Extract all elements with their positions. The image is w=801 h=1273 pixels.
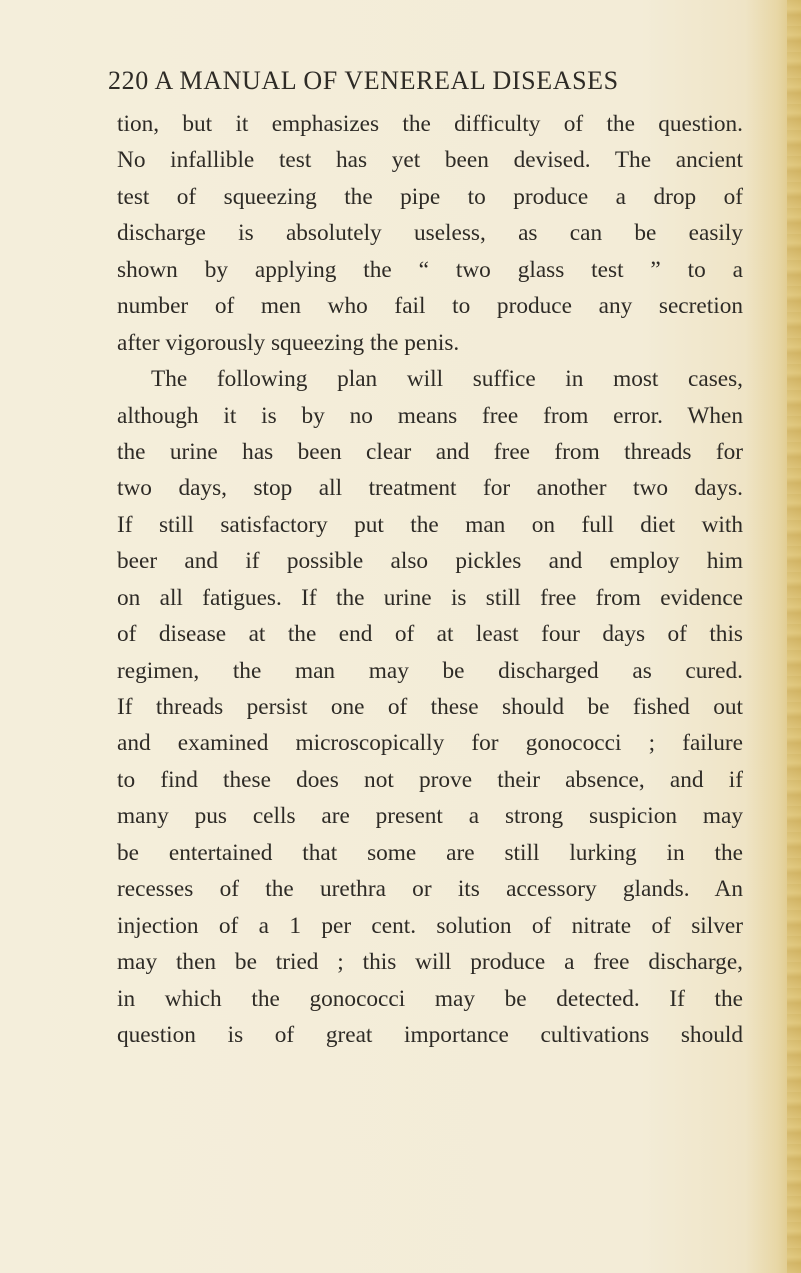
- text-line: in which the gonococci may be detected. If the: [117, 985, 743, 1012]
- text-line: after vigorously squeezing the penis.: [117, 329, 460, 356]
- text-line: of disease at the end of at least four days of this: [117, 621, 743, 648]
- text-line: the urine has been clear and free from threads for: [117, 438, 743, 465]
- text-line: two days, stop all treatment for another two days.: [117, 475, 743, 502]
- text-line: many pus cells are present a strong suspicion may: [117, 803, 743, 830]
- text-line: recesses of the urethra or its accessory glands. An: [117, 876, 743, 903]
- text-line: may then be tried ; this will produce a free discharge,: [117, 949, 743, 976]
- text-line: to find these does not prove their absence, and if: [117, 766, 743, 793]
- text-line: beer and if possible also pickles and employ him: [117, 548, 743, 575]
- text-line: shown by applying the “ two glass test ” to a: [117, 256, 743, 283]
- text-line: regimen, the man may be discharged as cured.: [117, 657, 743, 684]
- running-head: 220 A MANUAL OF VENEREAL DISEASES: [108, 66, 619, 95]
- text-line: If still satisfactory put the man on full diet with: [117, 511, 743, 538]
- text-line: although it is by no means free from error. When: [117, 402, 743, 429]
- text-line: and examined microscopically for gonococci ; failure: [117, 730, 743, 757]
- text-line: be entertained that some are still lurking in the: [117, 839, 743, 866]
- text-line: The following plan will suffice in most cases,: [151, 366, 743, 393]
- text-line: discharge is absolutely useless, as can be easily: [117, 220, 743, 247]
- text-line: No infallible test has yet been devised. The ancient: [117, 147, 743, 174]
- text-line: tion, but it emphasizes the difficulty of the question.: [117, 111, 743, 137]
- text-line: injection of a 1 per cent. solution of nitrate of silver: [117, 912, 743, 939]
- page-edge: [787, 0, 801, 1273]
- text-line: on all fatigues. If the urine is still free from evidence: [117, 584, 743, 611]
- text-line: number of men who fail to produce any secretion: [117, 293, 743, 320]
- text-line: test of squeezing the pipe to produce a drop of: [117, 183, 743, 210]
- text-line: If threads persist one of these should be fished out: [117, 694, 743, 720]
- body-text: [117, 106, 743, 1053]
- text-line: question is of great importance cultivations should: [117, 1021, 743, 1048]
